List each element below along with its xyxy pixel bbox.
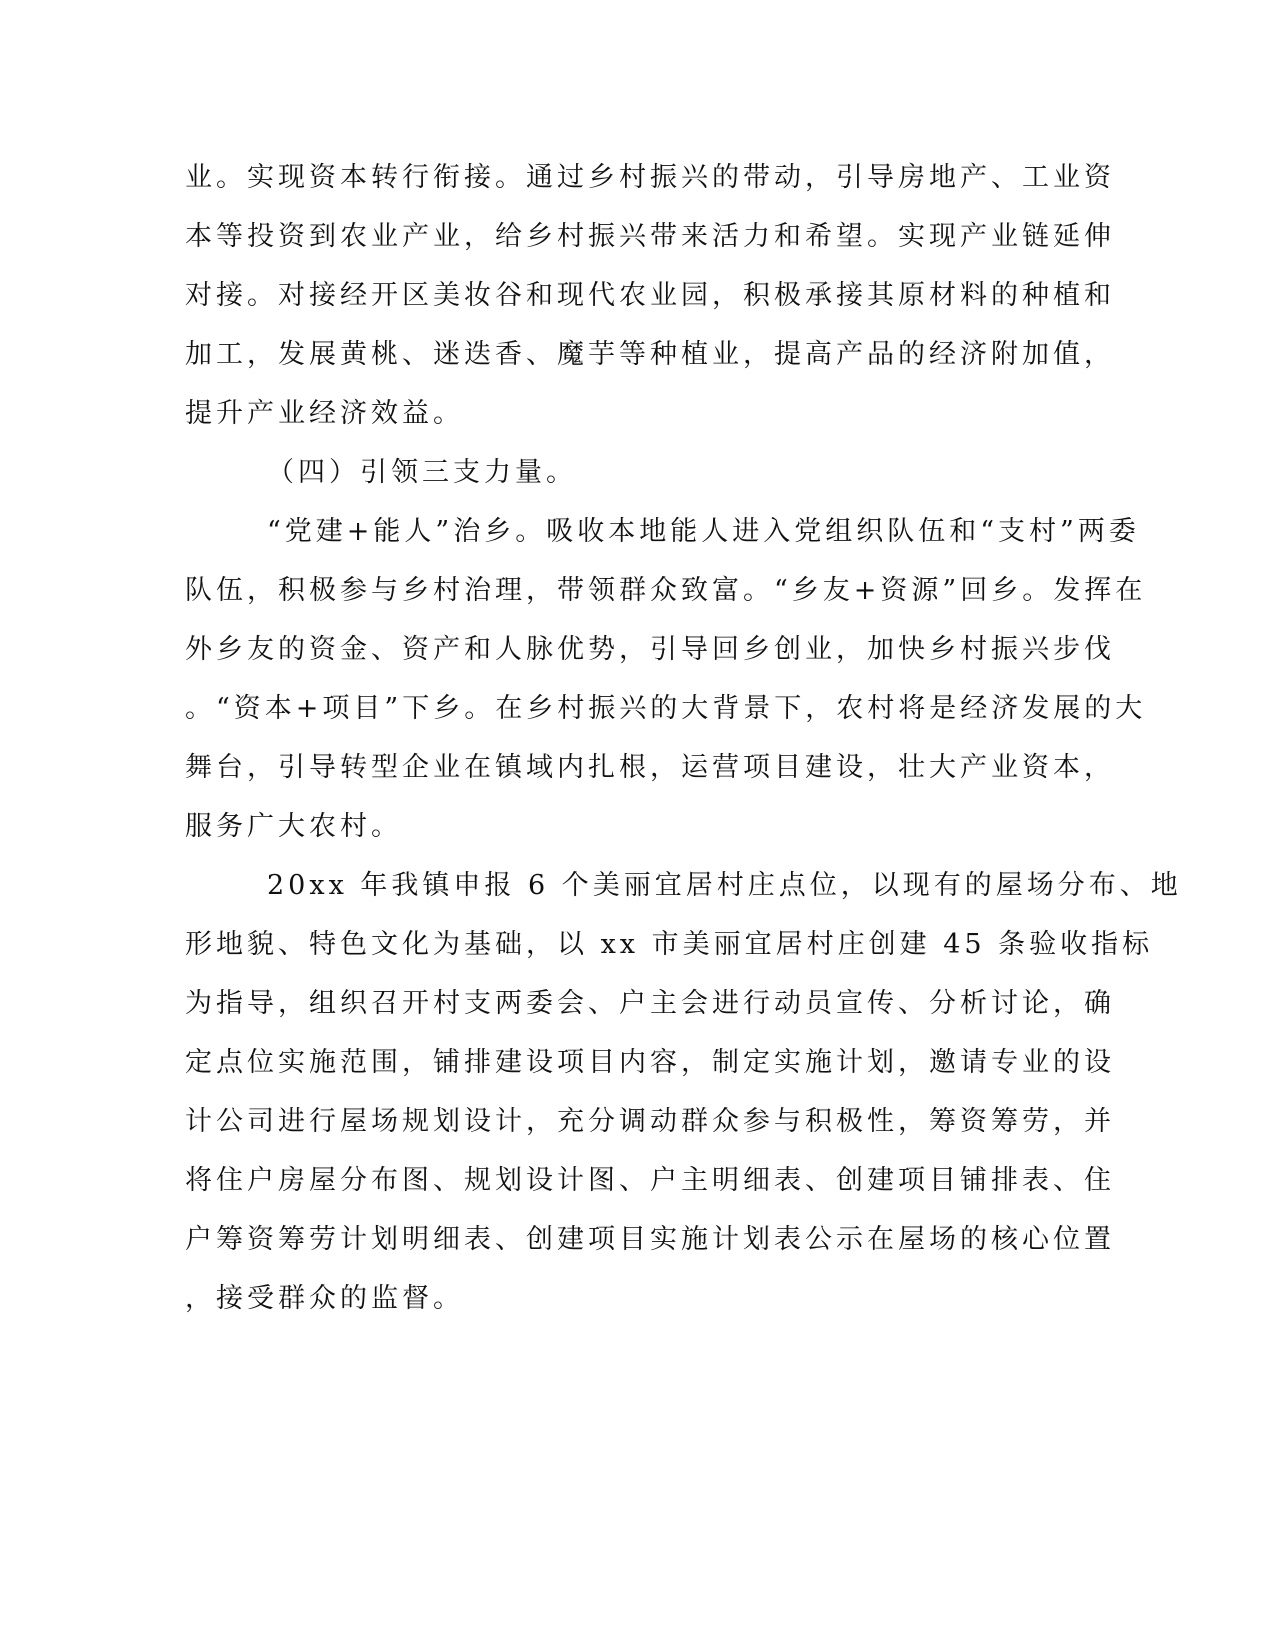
text-line: 计公司进行屋场规划设计，充分调动群众参与积极性，筹资筹劳，并	[185, 1106, 1115, 1137]
text-line: 服务广大农村。	[185, 811, 402, 842]
section-heading-text: （四）引领三支力量。	[267, 457, 577, 488]
text-line: 本等投资到农业产业，给乡村振兴带来活力和希望。实现产业链延伸	[185, 221, 1115, 252]
text-line: 户筹资筹劳计划明细表、创建项目实施计划表公示在屋场的核心位置	[185, 1224, 1115, 1255]
text-line: 形地貌、特色文化为基础，以 xx 市美丽宜居村庄创建 45 条验收指标	[185, 929, 1154, 960]
text-line: 舞台，引导转型企业在镇域内扎根，运营项目建设，壮大产业资本，	[185, 752, 1115, 783]
text-line: 定点位实施范围，铺排建设项目内容，制定实施计划，邀请专业的设	[185, 1047, 1115, 1078]
text-line: 提升产业经济效益。	[185, 398, 464, 429]
text-line: 队伍，积极参与乡村治理，带领群众致富。“乡友+资源”回乡。发挥在	[185, 575, 1147, 606]
text-line: 业。实现资本转行衔接。通过乡村振兴的带动，引导房地产、工业资	[185, 162, 1115, 193]
text-line: 。“资本+项目”下乡。在乡村振兴的大背景下，农村将是经济发展的大	[185, 693, 1147, 724]
text-line: ，接受群众的监督。	[185, 1283, 464, 1314]
text-line: 对接。对接经开区美妆谷和现代农业园，积极承接其原材料的种植和	[185, 280, 1115, 311]
text-line: 将住户房屋分布图、规划设计图、户主明细表、创建项目铺排表、住	[185, 1165, 1115, 1196]
text-line: 20xx 年我镇申报 6 个美丽宜居村庄点位，以现有的屋场分布、地	[267, 870, 1182, 901]
text-line: 加工，发展黄桃、迷迭香、魔芋等种植业，提高产品的经济附加值，	[185, 339, 1115, 370]
text-line: 为指导，组织召开村支两委会、户主会进行动员宣传、分析讨论，确	[185, 988, 1115, 1019]
text-line: “党建+能人”治乡。吸收本地能人进入党组织队伍和“支村”两委	[267, 516, 1140, 547]
text-line: 外乡友的资金、资产和人脉优势，引导回乡创业，加快乡村振兴步伐	[185, 634, 1115, 665]
